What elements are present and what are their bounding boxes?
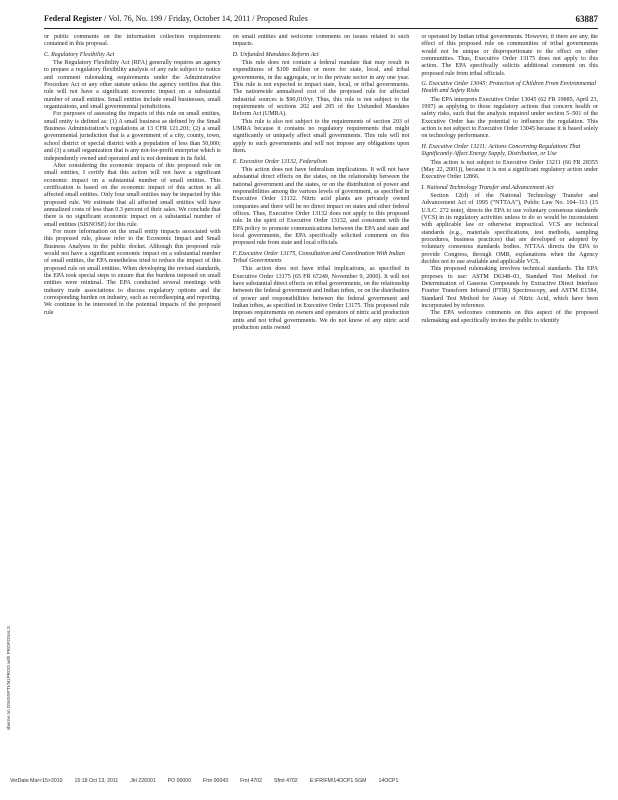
column-1: [44, 34, 221, 774]
page-header: [44, 12, 598, 29]
footer-field: Frm 00043: [203, 778, 229, 784]
journal-name: Federal Register: [44, 14, 102, 23]
section-heading: H. Executive Order 13211: Actions Concerning Regulations That Significantly Affect Energy Supply, Distribution, or Use: [421, 143, 581, 158]
header-citation: [44, 12, 308, 26]
section-heading: F. Executive Order 13175, Consultation and Coordination With Indian Tribal Governments: [232, 250, 405, 264]
footer-field: 14OCP1: [378, 778, 399, 784]
section-heading: D. Unfunded Mandates Reform Act: [232, 51, 319, 58]
section-heading: I. National Technology Transfer and Advancement Act: [421, 184, 554, 191]
paragraph: This rule does not contain a federal mandate that may result in expenditures of $100 million or more for state, local, and tribal governments, in the aggregate, or to the private sector in any one year. This rule is not expected to impact state, local, or tribal governments. The nationwide annualized cost of the proposed rule for affected industrial sources is $90,010/yr. Thus, this rule is not subject to the requirements of sections 202 and 205 of the Unfunded Mandates Reform Act (UMRA).: [232, 60, 410, 118]
section-heading: G. Executive Order 13045: Protection of Children From Environmental Health and Safety Risks: [421, 81, 597, 95]
paragraph: For purposes of assessing the impacts of this rule on small entities, small entity is defined as: (1) A small business as defined by the Small Business Administration’s regulations at 13 CFR 121.201; (2) a small governmental jurisdiction that is a government of a city, county, town, school district or special district with a population of less than 50,000; and (3) a small organization that is any not-for-profit enterprise which is independently owned and operated and is not dominant in its field.: [44, 111, 221, 162]
paragraph: For more information on the small entity impacts associated with this proposed rule, please refer to the Economic Impact and Small Business Analyses in the public docket. Although this proposed rule would not have a significant economic impact on a substantial number of small entities, the EPA nonetheless tried to reduce the impact of this proposed rule on small entities. When developing the revised standards, the EPA took special steps to ensure that the burdens imposed on small entities were minimal. The EPA conducted several meetings with industry trade associations to discuss regulatory options and the corresponding burden on industry, such as recordkeeping and reporting. We continue to be interested in the potential impacts of the proposed rule: [44, 228, 221, 316]
paragraph: This action is not subject to Executive Order 13211 (66 FR 28355 (May 22, 2001)), because it is not a significant regulatory action under Executive Order 12866.: [421, 159, 598, 181]
column-2: [233, 34, 410, 774]
paragraph: This rule is also not subject to the requirements of section 203 of UMRA because it contains no regulatory requirements that might significantly or uniquely affect small governments. This rule will not apply to such governments and will not impose any obligations upon them.: [232, 118, 410, 155]
section-heading: E. Executive Order 13132, Federalism: [232, 158, 327, 165]
sidebar-text: sberne on DSK5SPTVN1PROD with PROPOSALS: [6, 626, 11, 730]
footer-field: VerDate Mar<15>2010: [10, 778, 63, 784]
column-3: [421, 34, 598, 774]
paragraph: This action does not have federalism implications. It will not have substantial direct effects on the states, on the relationship between the national government and the states, or on the distribution of power and responsibilities among the various levels of government, as specified in Executive Order 13132. Nitric acid plants are privately owned companies and there will be no direct impact on states and other federal offices. Thus, Executive Order 13132 does not apply to this proposed rule. In the spirit of Executive Order 13132, and consistent with the EPA policy to promote communications between the EPA and state and local governments, the EPA specifically solicited comment on this proposed rule from state and local officials.: [232, 166, 410, 247]
issue-info: / Vol. 76, No. 199 / Friday, October 14, 2011 / Proposed Rules: [104, 14, 308, 23]
paragraph: or operated by Indian tribal governments. However, if there are any, the effect of this proposed rule on communities of tribal governments would not be unique or disproportionate to the effect on other communities. Thus, Executive Order 13175 does not apply to this action. The EPA specifically solicits additional comment on this proposed rule from tribal officials.: [421, 34, 598, 77]
page-number: 63887: [575, 14, 598, 24]
footer-field: 15:18 Oct 13, 2011: [74, 778, 119, 784]
document-body: [44, 34, 598, 774]
paragraph: After considering the economic impacts of this proposed rule on small entities, I certify that this action will not have a significant economic impact on a substantial number of small entities. This certification is based on the economic impact of this action to all affected small entities. Only four small entities may be impacted by this proposed rule. We estimate that all affected small entities will have annualized costs of less than 0.3 percent of their sales. We conclude that there is no significant economic impact on a substantial number of small entities (SISNOSE) for this rule.: [44, 162, 221, 228]
footer-field: Jkt 226001: [130, 778, 156, 784]
footer-field: E:\FR\FM\14OCP1.SGM: [309, 778, 367, 784]
section-heading: C. Regulatory Flexibility Act: [44, 51, 115, 58]
paragraph: The Regulatory Flexibility Act (RFA) generally requires an agency to prepare a regulatory flexibility analysis of any rule subject to notice and comment rulemaking requirements under the Administrative Procedure Act or any other statute unless the agency certifies that this rule will not have a significant economic impact on a substantial number of small entities. Small entities include small businesses, small organizations, and small governmental jurisdictions.: [44, 60, 221, 111]
footer-field: Fmt 4702: [240, 778, 263, 784]
footer-field: PO 00000: [167, 778, 192, 784]
paragraph: Section 12(d) of the National Technology Transfer and Advancement Act of 1995 (“NTTAA”), Public Law No. 104–113 (15 U.S.C. 272 note), directs the EPA to use voluntary consensus standards (VCS) in its regulatory activities unless to do so would be inconsistent with applicable law or otherwise impractical. VCS are technical standards (e.g., materials specifications, test methods, sampling procedures, business practices) that are developed or adopted by voluntary consensus standards bodies. NTTAA directs the EPA to provide Congress, through OMB, explanations when the Agency decides not to use available and applicable VCS.: [421, 192, 598, 265]
footer-field: Sfmt 4702: [274, 778, 298, 784]
sidebar-stamp: [6, 540, 16, 730]
paragraph: The EPA welcomes comments on this aspect of the proposed rulemaking and specifically invites the public to identify: [421, 310, 598, 324]
paragraph: This action does not have tribal implications, as specified in Executive Order 13175 (65 FR 67249, November 9, 2000). It will not have substantial direct effects on tribal governments, on the relationship between the federal government and Indian tribes, or on the distribution of power and responsibilities between the federal government and Indian tribes, as specified in Executive Order 13175. This proposed rule imposes requirements on owners and operators of nitric acid production units and not tribal governments. We do not know of any nitric acid production units owned: [232, 266, 410, 332]
paragraph: This proposed rulemaking involves technical standards. The EPA proposes to use: ASTM D6348–03, Standard Test Method for Determination of Gaseous Compounds by Extractive Direct Interface Fourier Transform Infrared (FTIR) Spectroscopy, and ASTM E1584, Standard Test Method for Assay of Nitric Acid, which have been incorporated by reference.: [421, 266, 598, 310]
paragraph: or public comments on the information collection requirements contained in this proposal.: [44, 34, 221, 48]
page-footer: [10, 778, 600, 788]
paragraph: The EPA interprets Executive Order 13045 (62 FR 19885, April 23, 1997) as applying to those regulatory actions that concern health or safety risks, such that the analysis required under section 5–501 of the Executive Order has the potential to influence the regulation. This action is not subject to Executive Order 13045 because it is based solely on technology performance.: [421, 96, 598, 140]
paragraph: on small entities and welcome comments on issues related to such impacts.: [232, 34, 410, 48]
